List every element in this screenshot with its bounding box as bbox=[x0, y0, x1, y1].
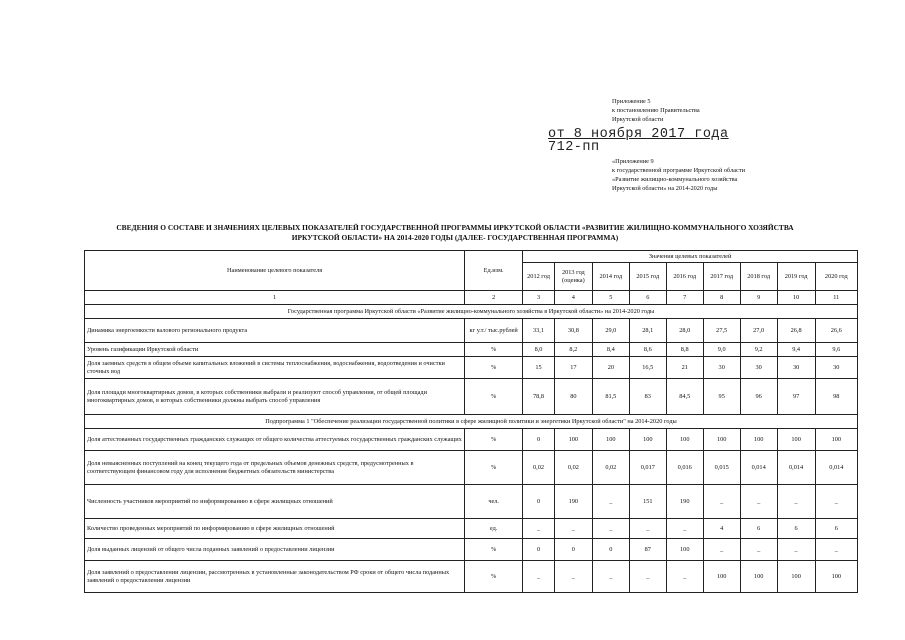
indicator-value: _ bbox=[629, 561, 666, 593]
indicator-value: 30,8 bbox=[554, 319, 592, 343]
indicator-value: 30 bbox=[777, 357, 815, 379]
column-number: 5 bbox=[592, 291, 629, 305]
indicator-value: 190 bbox=[554, 485, 592, 519]
indicator-value: 100 bbox=[740, 561, 777, 593]
indicator-value: 0,017 bbox=[629, 451, 666, 485]
indicator-value: 78,8 bbox=[523, 379, 555, 415]
program-annex-line-1: «Приложение 9 bbox=[612, 158, 654, 165]
indicator-value: 100 bbox=[592, 429, 629, 451]
header-unit: Ед.изм. bbox=[465, 251, 523, 291]
header-year: 2018 год bbox=[740, 263, 777, 291]
indicator-value: _ bbox=[554, 561, 592, 593]
indicator-unit: кг у.т./ тыс.рублей bbox=[465, 319, 523, 343]
table-row bbox=[85, 519, 858, 539]
indicator-unit: % bbox=[465, 539, 523, 561]
column-number: 9 bbox=[740, 291, 777, 305]
header-year: 2017 год bbox=[703, 263, 740, 291]
indicator-unit: % bbox=[465, 561, 523, 593]
header-year: 2014 год bbox=[592, 263, 629, 291]
indicator-value: 95 bbox=[703, 379, 740, 415]
indicator-value: 6 bbox=[740, 519, 777, 539]
annex-line-2: к постановлению Правительства bbox=[612, 107, 700, 114]
indicator-value: 100 bbox=[666, 539, 703, 561]
indicator-value: 16,5 bbox=[629, 357, 666, 379]
indicator-value: 0 bbox=[523, 485, 555, 519]
indicator-value: 100 bbox=[777, 561, 815, 593]
indicator-value: 100 bbox=[703, 429, 740, 451]
indicator-value: 28,0 bbox=[666, 319, 703, 343]
program-annex-line-3: «Развитие жилищно-коммунального хозяйства bbox=[612, 176, 738, 183]
column-number: 2 bbox=[465, 291, 523, 305]
indicator-value: 9,2 bbox=[740, 343, 777, 357]
indicator-value: 0,015 bbox=[703, 451, 740, 485]
column-number: 10 bbox=[777, 291, 815, 305]
indicator-value: _ bbox=[523, 519, 555, 539]
header-year: 2016 год bbox=[666, 263, 703, 291]
header-values: Значения целевых показателей bbox=[523, 251, 858, 263]
indicator-unit: чел. bbox=[465, 485, 523, 519]
indicator-value: 8,0 bbox=[523, 343, 555, 357]
indicator-unit: % bbox=[465, 429, 523, 451]
indicator-value: _ bbox=[815, 485, 857, 519]
indicator-value: 0,016 bbox=[666, 451, 703, 485]
column-number: 7 bbox=[666, 291, 703, 305]
indicator-value: _ bbox=[523, 561, 555, 593]
indicator-value: 96 bbox=[740, 379, 777, 415]
table-row bbox=[85, 429, 858, 451]
indicator-name: Доля аттестованных государственных гражданских служащих от общего количества аттестуемых государственных гражданских служащих bbox=[85, 429, 465, 451]
indicator-value: 0,014 bbox=[740, 451, 777, 485]
header-year: 2015 год bbox=[629, 263, 666, 291]
table-row bbox=[85, 485, 858, 519]
indicator-name: Доля заемных средств в общем объеме капитальных вложений в системы теплоснабжения, водоснабжения, водоотведения и очистки сточных вод bbox=[85, 357, 465, 379]
indicator-value: 9,0 bbox=[703, 343, 740, 357]
indicator-value: 15 bbox=[523, 357, 555, 379]
indicator-value: 87 bbox=[629, 539, 666, 561]
indicator-value: 29,0 bbox=[592, 319, 629, 343]
resolution-stamp bbox=[548, 128, 729, 154]
indicator-value: 30 bbox=[740, 357, 777, 379]
indicator-value: 100 bbox=[815, 429, 857, 451]
header-year: 2012 год bbox=[523, 263, 555, 291]
program-annex-block bbox=[612, 157, 745, 193]
indicator-value: 0,02 bbox=[554, 451, 592, 485]
indicator-value: 100 bbox=[815, 561, 857, 593]
indicator-value: 0 bbox=[592, 539, 629, 561]
indicator-name: Доля невыясненных поступлений на конец текущего года от предельных объемов денежных средств, предусмотренных в соответствующем финансовом году для исполнения бюджетных обязательств министерства bbox=[85, 451, 465, 485]
program-annex-line-4: Иркутской области» на 2014-2020 годы bbox=[612, 185, 718, 192]
indicator-value: _ bbox=[777, 485, 815, 519]
indicator-value: 100 bbox=[703, 561, 740, 593]
program-annex-line-2: к государственной программе Иркутской области bbox=[612, 167, 745, 174]
table-row bbox=[85, 379, 858, 415]
indicator-value: 26,6 bbox=[815, 319, 857, 343]
section-header: Государственная программа Иркутской области «Развитие жилищно-коммунального хозяйства в Иркутской области» на 2014-2020 годы bbox=[85, 305, 858, 319]
indicator-value: 20 bbox=[592, 357, 629, 379]
table-row bbox=[85, 319, 858, 343]
indicator-value: 9,6 bbox=[815, 343, 857, 357]
resolution-number: 712-пп bbox=[548, 140, 600, 155]
header-indicator-name: Наименование целевого показателя bbox=[85, 251, 465, 291]
indicator-value: _ bbox=[815, 539, 857, 561]
indicator-value: _ bbox=[666, 561, 703, 593]
indicator-value: 97 bbox=[777, 379, 815, 415]
indicator-value: _ bbox=[703, 485, 740, 519]
column-number: 11 bbox=[815, 291, 857, 305]
indicator-unit: % bbox=[465, 343, 523, 357]
indicator-value: 30 bbox=[703, 357, 740, 379]
indicator-value: 27,5 bbox=[703, 319, 740, 343]
indicator-value: 83 bbox=[629, 379, 666, 415]
table-row bbox=[85, 451, 858, 485]
header-year: 2019 год bbox=[777, 263, 815, 291]
table-row bbox=[85, 343, 858, 357]
indicator-name: Доля площади многоквартирных домов, в которых собственники выбрали и реализуют способ управления, от общей площади многоквартирных домов, в которых собственники должны выбрать способ управления bbox=[85, 379, 465, 415]
indicator-value: 100 bbox=[777, 429, 815, 451]
indicator-value: 17 bbox=[554, 357, 592, 379]
indicator-value: _ bbox=[740, 539, 777, 561]
indicator-value: 100 bbox=[740, 429, 777, 451]
column-number: 8 bbox=[703, 291, 740, 305]
title-line-1: СВЕДЕНИЯ О СОСТАВЕ И ЗНАЧЕНИЯХ ЦЕЛЕВЫХ ПОКАЗАТЕЛЕЙ ГОСУДАРСТВЕННОЙ ПРОГРАММЫ ИРКУТСКОЙ ОБЛАСТИ «РАЗВИТИЕ ЖИЛИЩНО-КОММУНАЛЬНОГО ХОЗЯЙСТВА bbox=[116, 223, 794, 232]
indicator-value: 8,6 bbox=[629, 343, 666, 357]
indicator-value: 4 bbox=[703, 519, 740, 539]
indicators-table bbox=[84, 250, 858, 593]
indicator-value: 151 bbox=[629, 485, 666, 519]
indicator-value: 8,8 bbox=[666, 343, 703, 357]
indicator-value: 81,5 bbox=[592, 379, 629, 415]
indicator-value: 0,02 bbox=[523, 451, 555, 485]
indicator-unit: ед. bbox=[465, 519, 523, 539]
indicator-name: Численность участников мероприятий по информированию в сфере жилищных отношений bbox=[85, 485, 465, 519]
indicator-value: 33,1 bbox=[523, 319, 555, 343]
indicator-value: 84,5 bbox=[666, 379, 703, 415]
indicator-value: 27,0 bbox=[740, 319, 777, 343]
indicator-value: 80 bbox=[554, 379, 592, 415]
header-year: 2013 год (оценка) bbox=[554, 263, 592, 291]
column-number: 4 bbox=[554, 291, 592, 305]
indicator-value: _ bbox=[666, 519, 703, 539]
indicator-value: _ bbox=[703, 539, 740, 561]
indicator-value: 0 bbox=[523, 429, 555, 451]
indicator-value: 8,4 bbox=[592, 343, 629, 357]
document-title bbox=[60, 223, 850, 243]
indicator-value: 28,1 bbox=[629, 319, 666, 343]
indicator-value: _ bbox=[629, 519, 666, 539]
indicator-value: 30 bbox=[815, 357, 857, 379]
indicator-value: 21 bbox=[666, 357, 703, 379]
annex-line-1: Приложение 5 bbox=[612, 98, 651, 105]
indicator-value: 100 bbox=[629, 429, 666, 451]
indicator-value: 100 bbox=[554, 429, 592, 451]
column-number: 1 bbox=[85, 291, 465, 305]
indicator-value: _ bbox=[777, 539, 815, 561]
indicator-value: 0 bbox=[554, 539, 592, 561]
indicator-name: Доля выданных лицензий от общего числа поданных заявлений о предоставлении лицензии bbox=[85, 539, 465, 561]
indicator-value: 0,014 bbox=[815, 451, 857, 485]
header-year: 2020 год bbox=[815, 263, 857, 291]
annex-block bbox=[612, 97, 700, 124]
column-number: 3 bbox=[523, 291, 555, 305]
indicator-unit: % bbox=[465, 379, 523, 415]
indicator-value: 9,4 bbox=[777, 343, 815, 357]
indicator-name: Уровень газификации Иркутской области bbox=[85, 343, 465, 357]
indicator-unit: % bbox=[465, 451, 523, 485]
indicator-name: Количество проведенных мероприятий по информированию в сфере жилищных отношений bbox=[85, 519, 465, 539]
indicator-value: _ bbox=[592, 561, 629, 593]
indicator-value: 26,8 bbox=[777, 319, 815, 343]
indicator-value: 98 bbox=[815, 379, 857, 415]
title-line-2: ИРКУТСКОЙ ОБЛАСТИ» НА 2014-2020 ГОДЫ (ДАЛЕЕ- ГОСУДАРСТВЕННАЯ ПРОГРАММА) bbox=[291, 233, 619, 242]
indicator-value: _ bbox=[592, 485, 629, 519]
table-row bbox=[85, 357, 858, 379]
resolution-date: от 8 ноября 2017 года bbox=[548, 127, 729, 142]
indicator-unit: % bbox=[465, 357, 523, 379]
annex-line-3: Иркутской области bbox=[612, 116, 664, 123]
indicator-value: 0 bbox=[523, 539, 555, 561]
section-header: Подпрограмма 1 "Обеспечение реализации государственной политики в сфере жилищной политики и энергетики Иркутской области" на 2014-2020 годы bbox=[85, 415, 858, 429]
indicator-value: 8,2 bbox=[554, 343, 592, 357]
indicator-value: 6 bbox=[777, 519, 815, 539]
indicator-value: 100 bbox=[666, 429, 703, 451]
indicator-value: 6 bbox=[815, 519, 857, 539]
indicator-value: 190 bbox=[666, 485, 703, 519]
indicator-value: _ bbox=[592, 519, 629, 539]
indicator-name: Доля заявлений о предоставлении лицензии, рассмотренных в установленные законодательством РФ сроки от общего числа поданных заявлений о предоставлении лицензии bbox=[85, 561, 465, 593]
indicator-value: _ bbox=[554, 519, 592, 539]
table-row bbox=[85, 539, 858, 561]
indicator-value: _ bbox=[740, 485, 777, 519]
indicator-value: 0,02 bbox=[592, 451, 629, 485]
indicator-name: Динамика энергоемкости валового регионального продукта bbox=[85, 319, 465, 343]
column-number: 6 bbox=[629, 291, 666, 305]
indicator-value: 0,014 bbox=[777, 451, 815, 485]
table-row bbox=[85, 561, 858, 593]
